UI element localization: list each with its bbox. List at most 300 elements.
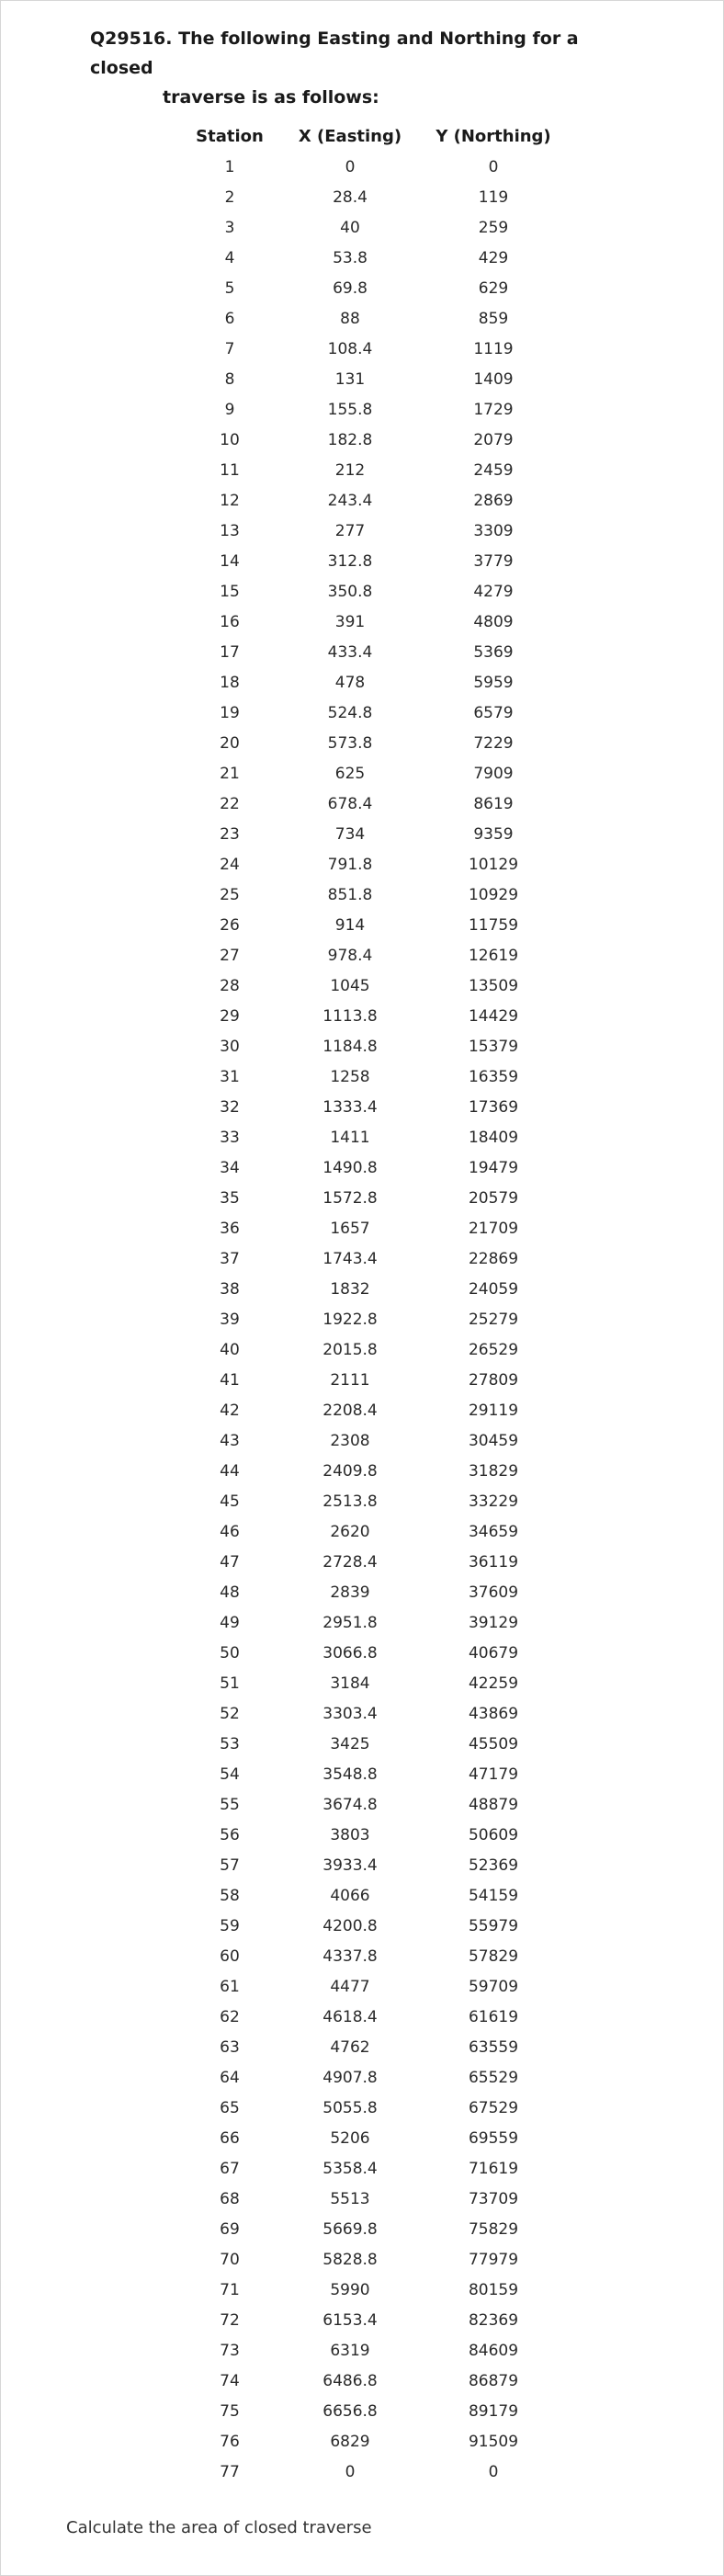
table-row (184, 576, 562, 607)
table-row (184, 546, 562, 576)
cell-easting: 3674.8 (322, 1795, 378, 1814)
table-header-row (184, 120, 562, 152)
table-row (184, 940, 562, 970)
cell-northing: 75829 (468, 2219, 519, 2239)
table-row (184, 637, 562, 667)
cell-easting: 0 (345, 2462, 356, 2481)
cell-northing: 24059 (468, 1279, 519, 1299)
table-row (184, 1001, 562, 1031)
cell-easting: 277 (334, 521, 366, 540)
cell-station: 23 (220, 824, 240, 844)
cell-northing: 15379 (468, 1037, 519, 1056)
cell-northing: 67529 (468, 2098, 519, 2117)
cell-station: 28 (220, 976, 240, 995)
table-row (184, 2457, 562, 2487)
cell-northing: 48879 (468, 1795, 519, 1814)
cell-easting: 5206 (330, 2128, 370, 2148)
header-northing: Y (Northing) (436, 126, 551, 146)
cell-station: 75 (220, 2401, 240, 2421)
cell-station: 38 (220, 1279, 240, 1299)
cell-station: 46 (220, 1522, 240, 1541)
table-row (184, 425, 562, 455)
cell-station: 44 (220, 1461, 240, 1481)
header-station: Station (196, 126, 264, 146)
cell-northing: 14429 (468, 1006, 519, 1026)
cell-station: 61 (220, 1977, 240, 1996)
cell-northing: 22869 (468, 1249, 519, 1268)
cell-northing: 71619 (468, 2159, 519, 2178)
cell-northing: 4809 (473, 612, 514, 631)
cell-northing: 9359 (473, 824, 514, 844)
cell-northing: 7909 (473, 764, 514, 783)
cell-easting: 40 (340, 218, 360, 237)
cell-easting: 2620 (330, 1522, 370, 1541)
cell-easting: 53.8 (333, 248, 368, 267)
cell-easting: 4066 (330, 1886, 370, 1905)
cell-northing: 89179 (468, 2401, 519, 2421)
table-row (184, 1607, 562, 1638)
cell-northing: 59709 (468, 1977, 519, 1996)
cell-station: 59 (220, 1916, 240, 1935)
cell-easting: 2111 (330, 1370, 370, 1390)
cell-northing: 10929 (468, 885, 519, 904)
cell-easting: 2951.8 (322, 1613, 378, 1632)
cell-easting: 4477 (330, 1977, 370, 1996)
table-row (184, 1759, 562, 1789)
cell-easting: 312.8 (327, 551, 373, 571)
cell-northing: 25279 (468, 1310, 519, 1329)
table-row (184, 1152, 562, 1183)
cell-station: 63 (220, 2037, 240, 2057)
cell-easting: 573.8 (327, 733, 373, 753)
table-row (184, 1122, 562, 1152)
cell-easting: 1184.8 (322, 1037, 378, 1056)
table-row (184, 1243, 562, 1274)
cell-northing: 11759 (468, 915, 519, 935)
table-row (184, 2396, 562, 2426)
cell-northing: 629 (478, 278, 509, 298)
cell-northing: 80159 (468, 2280, 519, 2299)
table-row (184, 2062, 562, 2093)
cell-station: 39 (220, 1310, 240, 1329)
cell-easting: 5055.8 (322, 2098, 378, 2117)
cell-station: 16 (220, 612, 240, 631)
cell-station: 72 (220, 2310, 240, 2330)
cell-northing: 859 (478, 309, 509, 328)
cell-northing: 6579 (473, 703, 514, 722)
table-row (184, 2426, 562, 2457)
cell-northing: 86879 (468, 2371, 519, 2390)
cell-easting: 5513 (330, 2189, 370, 2208)
table-row (184, 485, 562, 516)
table-row (184, 1213, 562, 1243)
table-row (184, 2123, 562, 2153)
cell-northing: 2459 (473, 460, 514, 480)
cell-station: 9 (224, 400, 235, 419)
cell-station: 62 (220, 2007, 240, 2026)
question-line-1 (90, 24, 605, 83)
traverse-table (184, 120, 562, 2487)
table-row (184, 970, 562, 1001)
cell-easting: 2409.8 (322, 1461, 378, 1481)
table-row (184, 1486, 562, 1516)
cell-northing: 84609 (468, 2341, 519, 2360)
cell-station: 51 (220, 1674, 240, 1693)
cell-easting: 978.4 (327, 946, 373, 965)
cell-easting: 3803 (330, 1825, 370, 1844)
cell-station: 49 (220, 1613, 240, 1632)
cell-easting: 1490.8 (322, 1158, 378, 1177)
cell-station: 7 (224, 339, 235, 358)
table-row (184, 182, 562, 212)
cell-station: 74 (220, 2371, 240, 2390)
table-row (184, 1880, 562, 1911)
cell-station: 71 (220, 2280, 240, 2299)
table-row (184, 152, 562, 182)
table-row (184, 2184, 562, 2214)
table-row (184, 1061, 562, 1092)
cell-station: 35 (220, 1188, 240, 1208)
cell-easting: 6319 (330, 2341, 370, 2360)
cell-easting: 182.8 (327, 430, 373, 449)
cell-station: 13 (220, 521, 240, 540)
cell-easting: 524.8 (327, 703, 373, 722)
cell-station: 34 (220, 1158, 240, 1177)
cell-station: 64 (220, 2068, 240, 2087)
cell-station: 70 (220, 2250, 240, 2269)
cell-easting: 212 (334, 460, 366, 480)
cell-easting: 350.8 (327, 582, 373, 601)
cell-station: 73 (220, 2341, 240, 2360)
table-row (184, 2002, 562, 2032)
table-row (184, 2153, 562, 2184)
cell-easting: 914 (334, 915, 366, 935)
cell-station: 8 (224, 369, 235, 389)
table-row (184, 1456, 562, 1486)
cell-northing: 30459 (468, 1431, 519, 1450)
cell-northing: 13509 (468, 976, 519, 995)
table-row (184, 2275, 562, 2305)
cell-easting: 131 (334, 369, 366, 389)
cell-easting: 243.4 (327, 491, 373, 510)
table-row (184, 2335, 562, 2366)
table-row (184, 849, 562, 879)
cell-easting: 678.4 (327, 794, 373, 813)
table-row (184, 2214, 562, 2244)
cell-northing: 21709 (468, 1219, 519, 1238)
cell-northing: 61619 (468, 2007, 519, 2026)
task-prompt: Calculate the area of closed traverse (66, 2518, 372, 2537)
cell-station: 65 (220, 2098, 240, 2117)
cell-station: 21 (220, 764, 240, 783)
cell-easting: 1832 (330, 1279, 370, 1299)
cell-station: 58 (220, 1886, 240, 1905)
cell-station: 30 (220, 1037, 240, 1056)
cell-station: 33 (220, 1128, 240, 1147)
cell-station: 26 (220, 915, 240, 935)
table-row (184, 879, 562, 910)
table-row (184, 1850, 562, 1880)
cell-easting: 1572.8 (322, 1188, 378, 1208)
cell-northing: 19479 (468, 1158, 519, 1177)
table-row (184, 2305, 562, 2335)
cell-station: 50 (220, 1643, 240, 1662)
cell-northing: 36119 (468, 1552, 519, 1572)
cell-northing: 33229 (468, 1492, 519, 1511)
cell-station: 31 (220, 1067, 240, 1086)
cell-northing: 47179 (468, 1765, 519, 1784)
cell-station: 6 (224, 309, 235, 328)
cell-station: 57 (220, 1855, 240, 1875)
cell-easting: 1657 (330, 1219, 370, 1238)
cell-station: 54 (220, 1765, 240, 1784)
cell-northing: 1409 (473, 369, 514, 389)
header-easting: X (Easting) (298, 126, 402, 146)
cell-northing: 91509 (468, 2432, 519, 2451)
table-row (184, 2366, 562, 2396)
cell-northing: 54159 (468, 1886, 519, 1905)
cell-station: 18 (220, 673, 240, 692)
table-row (184, 728, 562, 758)
cell-easting: 2015.8 (322, 1340, 378, 1359)
table-row (184, 1911, 562, 1941)
cell-easting: 1258 (330, 1067, 370, 1086)
cell-station: 60 (220, 1946, 240, 1966)
cell-station: 24 (220, 855, 240, 874)
cell-easting: 1411 (330, 1128, 370, 1147)
table-row (184, 1820, 562, 1850)
cell-northing: 10129 (468, 855, 519, 874)
table-row (184, 1274, 562, 1304)
table-row (184, 364, 562, 394)
cell-easting: 2208.4 (322, 1401, 378, 1420)
cell-easting: 625 (334, 764, 366, 783)
cell-station: 66 (220, 2128, 240, 2148)
cell-station: 68 (220, 2189, 240, 2208)
table-row (184, 212, 562, 243)
table-row (184, 910, 562, 940)
cell-easting: 433.4 (327, 642, 373, 662)
cell-easting: 1113.8 (322, 1006, 378, 1026)
cell-station: 52 (220, 1704, 240, 1723)
table-row (184, 1638, 562, 1668)
cell-easting: 155.8 (327, 400, 373, 419)
cell-station: 3 (224, 218, 235, 237)
question-number: Q29516. (90, 28, 173, 49)
cell-northing: 0 (488, 2462, 499, 2481)
cell-easting: 88 (340, 309, 360, 328)
cell-station: 36 (220, 1219, 240, 1238)
table-row (184, 1729, 562, 1759)
cell-easting: 2839 (330, 1583, 370, 1602)
cell-station: 5 (224, 278, 235, 298)
cell-station: 69 (220, 2219, 240, 2239)
cell-northing: 77979 (468, 2250, 519, 2269)
cell-station: 76 (220, 2432, 240, 2451)
cell-northing: 1729 (473, 400, 514, 419)
cell-easting: 1743.4 (322, 1249, 378, 1268)
table-row (184, 516, 562, 546)
table-row (184, 2032, 562, 2062)
cell-northing: 429 (478, 248, 509, 267)
cell-easting: 108.4 (327, 339, 373, 358)
table-row (184, 1031, 562, 1061)
cell-northing: 20579 (468, 1188, 519, 1208)
cell-northing: 42259 (468, 1674, 519, 1693)
cell-easting: 3425 (330, 1734, 370, 1753)
cell-northing: 31829 (468, 1461, 519, 1481)
question-line-2: traverse is as follows: (163, 87, 379, 108)
cell-easting: 3066.8 (322, 1643, 378, 1662)
cell-northing: 73709 (468, 2189, 519, 2208)
table-row (184, 758, 562, 789)
cell-northing: 5959 (473, 673, 514, 692)
table-row (184, 1789, 562, 1820)
cell-station: 27 (220, 946, 240, 965)
table-row (184, 2093, 562, 2123)
cell-station: 48 (220, 1583, 240, 1602)
cell-northing: 27809 (468, 1370, 519, 1390)
cell-northing: 65529 (468, 2068, 519, 2087)
cell-northing: 57829 (468, 1946, 519, 1966)
cell-station: 12 (220, 491, 240, 510)
cell-northing: 26529 (468, 1340, 519, 1359)
table-row (184, 455, 562, 485)
cell-easting: 391 (334, 612, 366, 631)
cell-easting: 1922.8 (322, 1310, 378, 1329)
cell-easting: 734 (334, 824, 366, 844)
cell-northing: 50609 (468, 1825, 519, 1844)
table-row (184, 607, 562, 637)
cell-station: 43 (220, 1431, 240, 1450)
table-row (184, 2244, 562, 2275)
cell-station: 25 (220, 885, 240, 904)
table-row (184, 1698, 562, 1729)
table-row (184, 273, 562, 303)
cell-northing: 40679 (468, 1643, 519, 1662)
cell-easting: 791.8 (327, 855, 373, 874)
cell-easting: 6486.8 (322, 2371, 378, 2390)
cell-easting: 3303.4 (322, 1704, 378, 1723)
cell-station: 4 (224, 248, 235, 267)
table-row (184, 789, 562, 819)
cell-northing: 52369 (468, 1855, 519, 1875)
cell-northing: 119 (478, 187, 509, 207)
cell-easting: 3933.4 (322, 1855, 378, 1875)
cell-easting: 6153.4 (322, 2310, 378, 2330)
cell-easting: 28.4 (333, 187, 368, 207)
cell-northing: 3309 (473, 521, 514, 540)
cell-easting: 5669.8 (322, 2219, 378, 2239)
table-row (184, 819, 562, 849)
cell-easting: 851.8 (327, 885, 373, 904)
cell-station: 67 (220, 2159, 240, 2178)
cell-station: 14 (220, 551, 240, 571)
cell-northing: 17369 (468, 1097, 519, 1117)
cell-northing: 4279 (473, 582, 514, 601)
table-row (184, 303, 562, 334)
table-row (184, 1092, 562, 1122)
cell-station: 19 (220, 703, 240, 722)
cell-station: 2 (224, 187, 235, 207)
cell-easting: 4762 (330, 2037, 370, 2057)
cell-easting: 6656.8 (322, 2401, 378, 2421)
table-row (184, 334, 562, 364)
table-row (184, 1183, 562, 1213)
cell-northing: 16359 (468, 1067, 519, 1086)
cell-easting: 4907.8 (322, 2068, 378, 2087)
cell-northing: 43869 (468, 1704, 519, 1723)
cell-station: 41 (220, 1370, 240, 1390)
cell-northing: 3779 (473, 551, 514, 571)
cell-northing: 69559 (468, 2128, 519, 2148)
cell-station: 77 (220, 2462, 240, 2481)
cell-northing: 39129 (468, 1613, 519, 1632)
cell-easting: 6829 (330, 2432, 370, 2451)
cell-easting: 1045 (330, 976, 370, 995)
table-row (184, 1365, 562, 1395)
cell-station: 11 (220, 460, 240, 480)
cell-northing: 2869 (473, 491, 514, 510)
cell-station: 22 (220, 794, 240, 813)
table-row (184, 243, 562, 273)
cell-easting: 4618.4 (322, 2007, 378, 2026)
cell-northing: 259 (478, 218, 509, 237)
cell-northing: 8619 (473, 794, 514, 813)
table-row (184, 1668, 562, 1698)
cell-easting: 2728.4 (322, 1552, 378, 1572)
cell-northing: 12619 (468, 946, 519, 965)
cell-easting: 3548.8 (322, 1765, 378, 1784)
cell-station: 45 (220, 1492, 240, 1511)
table-row (184, 1547, 562, 1577)
cell-northing: 5369 (473, 642, 514, 662)
cell-station: 17 (220, 642, 240, 662)
cell-northing: 2079 (473, 430, 514, 449)
table-row (184, 1941, 562, 1971)
cell-easting: 478 (334, 673, 366, 692)
cell-station: 40 (220, 1340, 240, 1359)
cell-easting: 2308 (330, 1431, 370, 1450)
table-row (184, 1516, 562, 1547)
table-row (184, 1971, 562, 2002)
table-row (184, 1395, 562, 1425)
cell-northing: 7229 (473, 733, 514, 753)
cell-northing: 18409 (468, 1128, 519, 1147)
cell-northing: 37609 (468, 1583, 519, 1602)
cell-station: 15 (220, 582, 240, 601)
table-row (184, 394, 562, 425)
cell-easting: 1333.4 (322, 1097, 378, 1117)
cell-station: 55 (220, 1795, 240, 1814)
table-row (184, 1334, 562, 1365)
cell-easting: 4200.8 (322, 1916, 378, 1935)
table-row (184, 698, 562, 728)
cell-station: 53 (220, 1734, 240, 1753)
cell-easting: 2513.8 (322, 1492, 378, 1511)
cell-station: 56 (220, 1825, 240, 1844)
cell-easting: 5990 (330, 2280, 370, 2299)
question-line-1-text: The following Easting and Northing for a closed (90, 28, 579, 78)
cell-station: 20 (220, 733, 240, 753)
cell-northing: 55979 (468, 1916, 519, 1935)
table-row (184, 1577, 562, 1607)
cell-easting: 69.8 (333, 278, 368, 298)
cell-easting: 5358.4 (322, 2159, 378, 2178)
table-row (184, 1304, 562, 1334)
cell-northing: 0 (488, 157, 499, 176)
cell-easting: 3184 (330, 1674, 370, 1693)
